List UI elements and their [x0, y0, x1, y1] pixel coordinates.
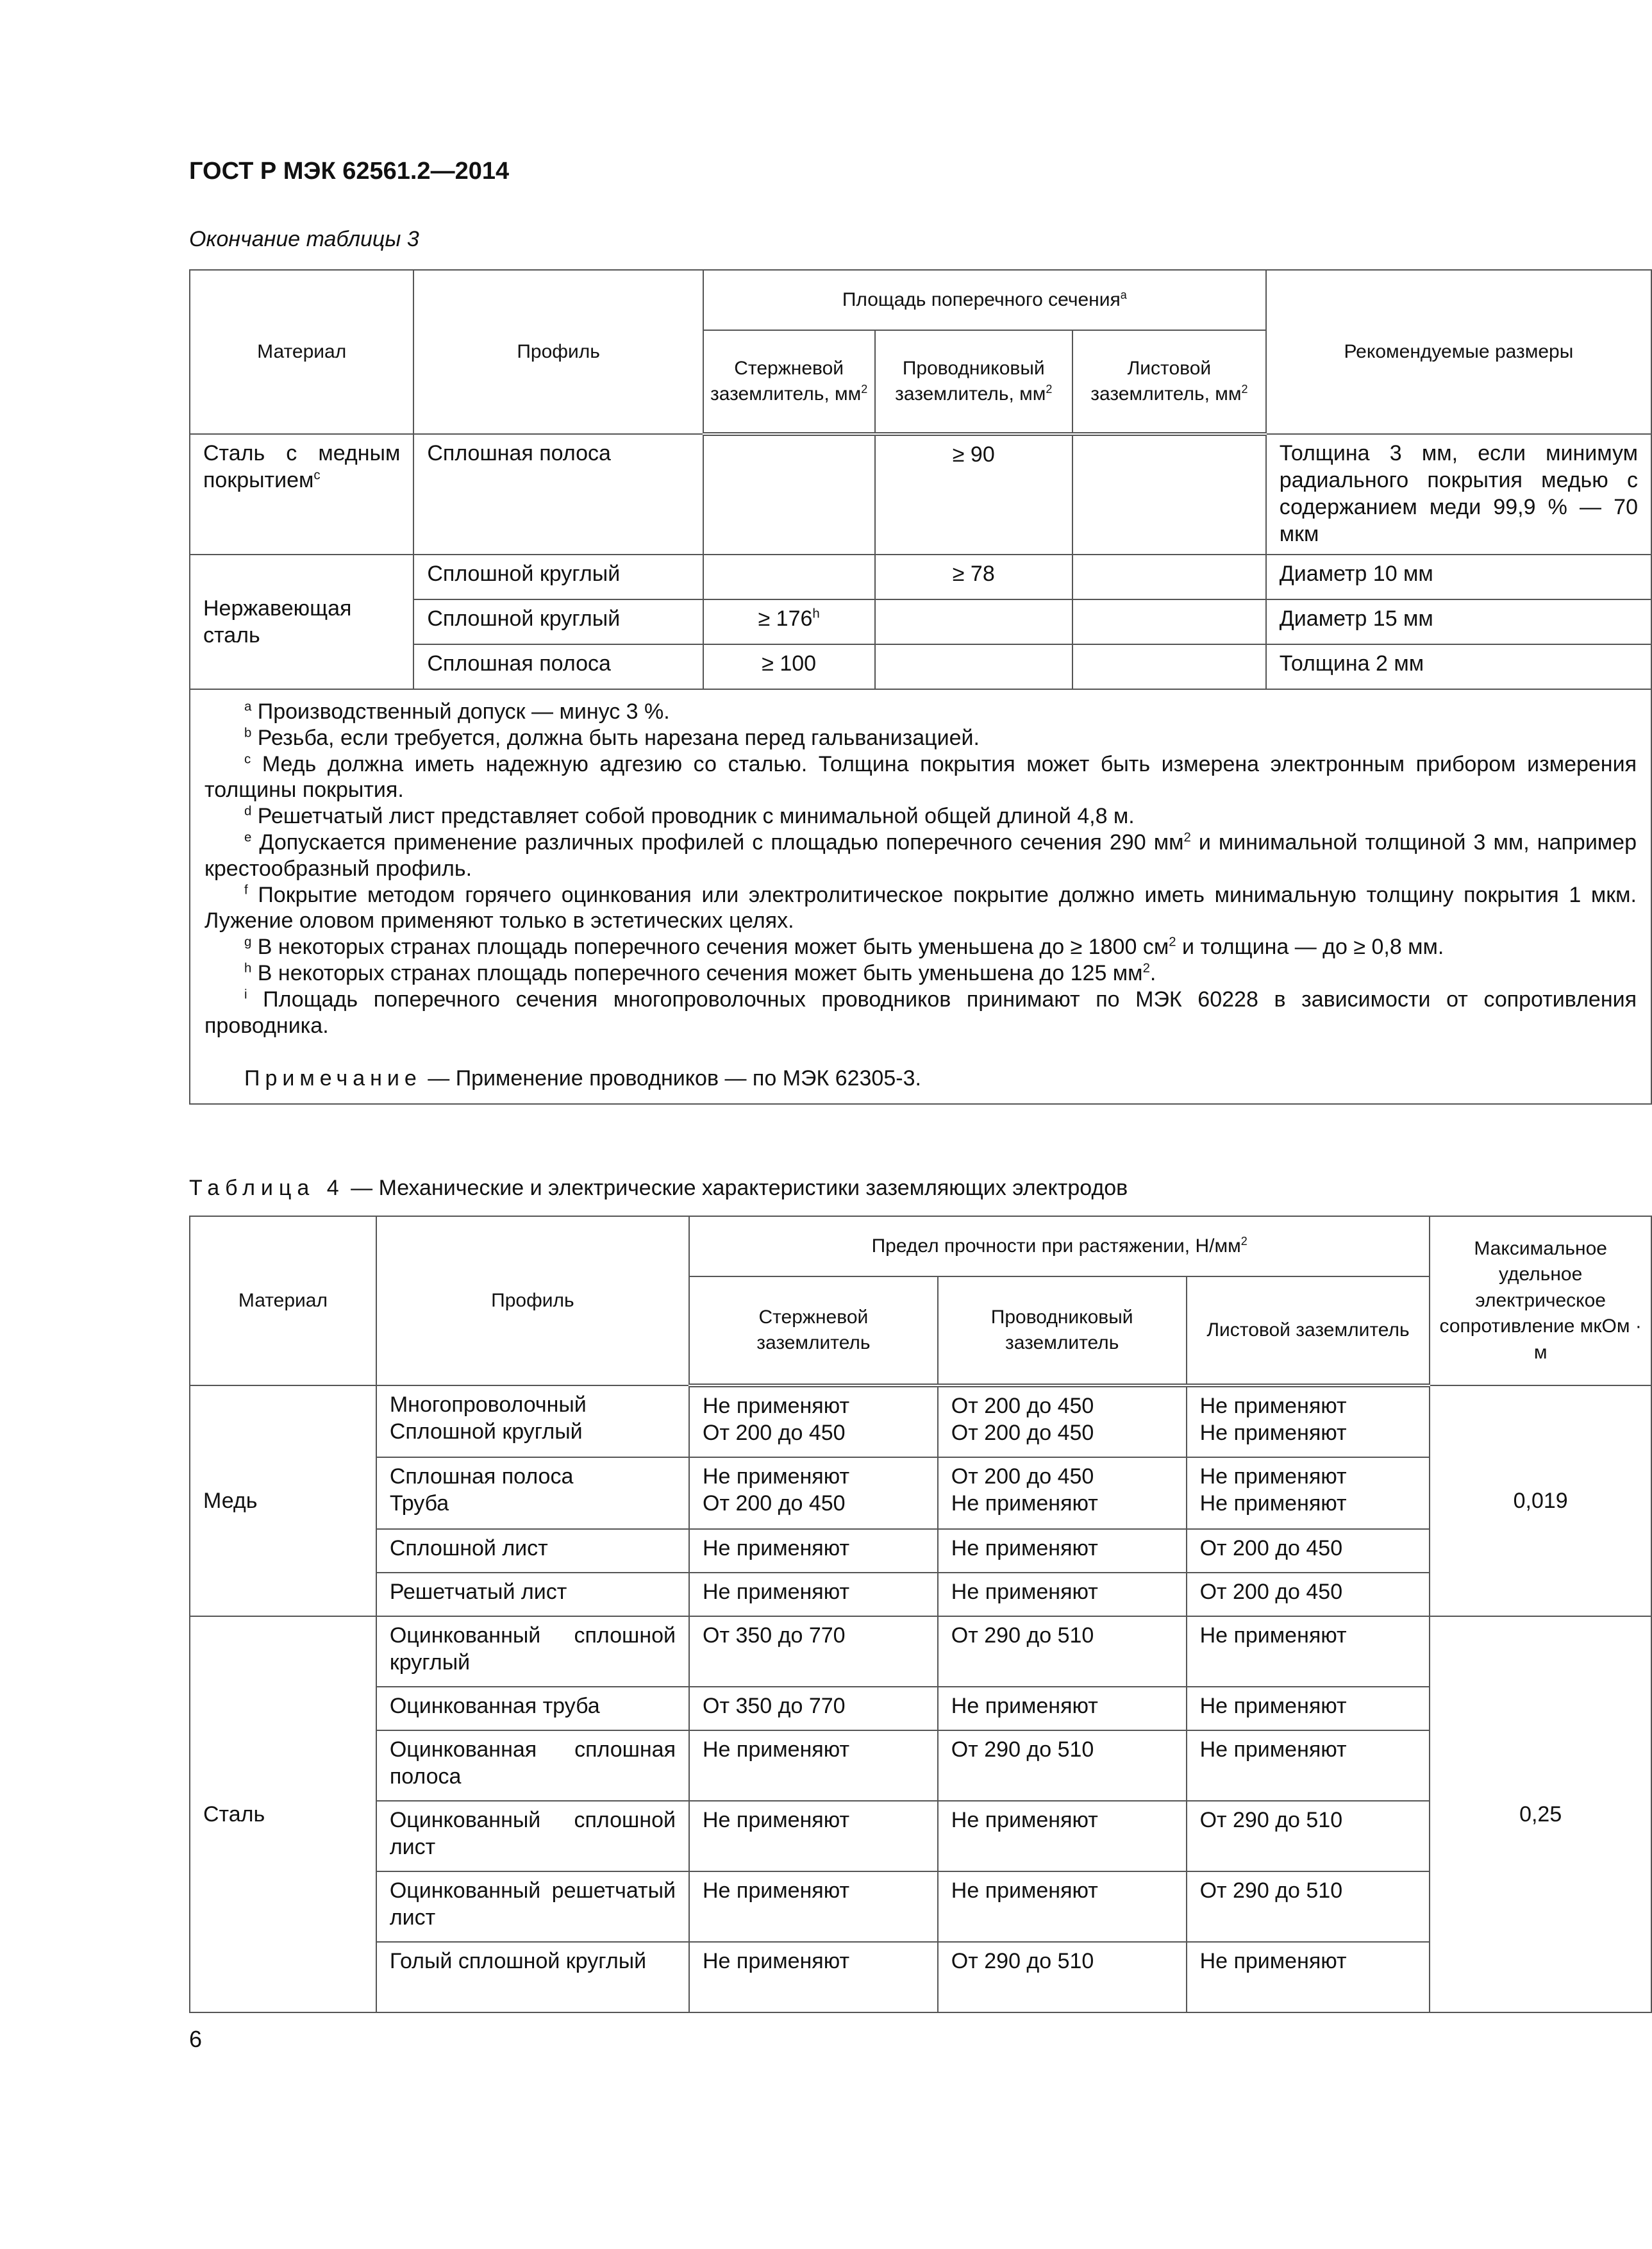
table3-caption: Окончание таблицы 3 [189, 227, 419, 251]
cell-conductor: Не применяют [938, 1573, 1187, 1616]
cell-profile: Сплошной лист [376, 1529, 689, 1573]
cell-rod: Не применяют [689, 1730, 938, 1801]
header-rod-electrode: Стержневой заземлитель, $мм^2$ [703, 330, 875, 434]
footnote-h: $^h$ В некоторых странах площадь поперечного сечения может быть уменьшена до 125 $мм^2$. [244, 960, 1156, 985]
header-profile: Профиль [413, 270, 703, 434]
cell-sheet: Не применяют Не применяют [1187, 1457, 1430, 1529]
cell-profile: Сплошной круглый [413, 555, 703, 599]
cell-rod: От 350 до 770 [689, 1616, 938, 1687]
cell-sheet: Не применяют Не применяют [1187, 1385, 1430, 1457]
footnote-e: $^e$ Допускается применение различных профилей с площадью поперечного сечения 290 $мм^2$ и минимальной толщиной 3 мм, например крестообразный профиль. [204, 830, 1637, 881]
cell-sizes: Диаметр 15 мм [1266, 599, 1651, 644]
cell-conductor: От 290 до 510 [938, 1730, 1187, 1801]
header-area: Площадь поперечного сечения$^a$ [703, 270, 1266, 330]
cell-rod: Не применяют [689, 1529, 938, 1573]
table3-footnotes-row [190, 689, 1651, 1104]
cell-rod: Не применяют [689, 1942, 938, 2012]
header-resistivity: Максимальное удельное электрическое сопротивление мкОм · м [1430, 1216, 1651, 1385]
header-profile: Профиль [376, 1216, 689, 1385]
cell-sizes: Диаметр 10 мм [1266, 555, 1651, 599]
cell-conductor: Не применяют [938, 1529, 1187, 1573]
cell-sheet [1072, 555, 1266, 599]
cell-sheet: Не применяют [1187, 1616, 1430, 1687]
footnote-d: $^d$ Решетчатый лист представляет собой проводник с минимальной общей длиной 4,8 м. [244, 804, 1135, 829]
footnote-g: $^g$ В некоторых странах площадь поперечного сечения может быть уменьшена до ≥ 1800 $см^2$ и толщина — до ≥ 0,8 мм. [244, 935, 1444, 960]
cell-profile: Голый сплошной круглый [376, 1942, 689, 2012]
cell-rod: Не применяют От 200 до 450 [689, 1457, 938, 1529]
header-material: Материал [190, 1216, 376, 1385]
footnote-c: $^c$ Медь должна иметь надежную адгезию со сталью. Толщина покрытия может быть измерена электронным прибором измерения толщины покрытия. [204, 751, 1637, 803]
cell-sheet: От 290 до 510 [1187, 1801, 1430, 1871]
header-material: Материал [190, 270, 413, 434]
cell-conductor [875, 599, 1073, 644]
cell-profile: Оцинкованная труба [376, 1687, 689, 1730]
table3-note: Примечание — Применение проводников — по МЭК 62305-3. [244, 1066, 921, 1091]
cell-material-steel: Сталь [190, 1616, 376, 2012]
cell-conductor: От 290 до 510 [938, 1616, 1187, 1687]
cell-profile: Сплошная полоса [413, 644, 703, 689]
cell-sheet [1072, 644, 1266, 689]
cell-material: Сталь с медным покрытием$^c$ [190, 434, 413, 555]
cell-rod: ≥ $176^h$ [703, 599, 875, 644]
table-3 [189, 269, 1652, 1105]
table-4 [189, 1216, 1652, 2013]
cell-material-copper: Медь [190, 1385, 376, 1616]
header-recommended-sizes: Рекомендуемые размеры [1266, 270, 1651, 434]
cell-sheet: Не применяют [1187, 1730, 1430, 1801]
table-row [190, 555, 1651, 599]
cell-rod: Не применяют [689, 1871, 938, 1942]
cell-rod: Не применяют [689, 1801, 938, 1871]
cell-profile: Оцинкованный сплошной круглый [376, 1616, 689, 1687]
table4-header-row [190, 1216, 1651, 1276]
cell-conductor [875, 644, 1073, 689]
cell-profile: Сплошная полоса Труба [376, 1457, 689, 1529]
cell-sizes: Толщина 2 мм [1266, 644, 1651, 689]
cell-conductor: ≥ 90 [875, 434, 1073, 555]
cell-conductor: От 200 до 450 Не применяют [938, 1457, 1187, 1529]
cell-profile: Сплошной круглый [413, 599, 703, 644]
cell-rod: Не применяют [689, 1573, 938, 1616]
document-header: ГОСТ Р МЭК 62561.2—2014 [189, 158, 510, 185]
cell-resistivity-steel: 0,25 [1430, 1616, 1651, 2012]
cell-rod: ≥ 100 [703, 644, 875, 689]
footnote-f: $^f$ Покрытие методом горячего оцинкования или электролитическое покрытие должно иметь минимальную толщину покрытия 1 мкм. Лужение оловом применяют только в эстетических целях. [204, 882, 1637, 933]
cell-rod [703, 434, 875, 555]
cell-profile: Оцинкованный решетчатый лист [376, 1871, 689, 1942]
cell-rod: От 350 до 770 [689, 1687, 938, 1730]
cell-sizes: Толщина 3 мм, если минимум радиального покрытия медью с содержанием меди 99,9 % — 70 мкм [1266, 434, 1651, 555]
cell-conductor: От 290 до 510 [938, 1942, 1187, 2012]
cell-rod: Не применяют От 200 до 450 [689, 1385, 938, 1457]
cell-sheet: Не применяют [1187, 1687, 1430, 1730]
header-sheet-electrode: Листовой заземлитель, $мм^2$ [1072, 330, 1266, 434]
footnote-a: $^a$ Производственный допуск — минус 3 %. [244, 699, 670, 724]
table-row [190, 1616, 1651, 1687]
header-conductor-electrode: Проводниковый заземлитель, $мм^2$ [875, 330, 1073, 434]
cell-profile: Многопроволочный Сплошной круглый [376, 1385, 689, 1457]
header-rod-electrode: Стержневой заземлитель [689, 1276, 938, 1385]
footnote-i: $^i$ Площадь поперечного сечения многопроволочных проводников принимают по МЭК 60228 в зависимости от сопротивления проводника. [204, 987, 1637, 1038]
cell-sheet: От 290 до 510 [1187, 1871, 1430, 1942]
cell-conductor: Не применяют [938, 1801, 1187, 1871]
cell-rod [703, 555, 875, 599]
table-row [190, 1385, 1651, 1457]
cell-sheet: От 200 до 450 [1187, 1529, 1430, 1573]
cell-sheet: Не применяют [1187, 1942, 1430, 2012]
header-tensile-strength: Предел прочности при растяжении, $Н/мм^2$ [689, 1216, 1430, 1276]
page-number: 6 [189, 2026, 203, 2052]
cell-profile: Решетчатый лист [376, 1573, 689, 1616]
table4-caption: Таблица 4 — Механические и электрические характеристики заземляющих электродов [189, 1176, 1128, 1200]
cell-profile: Сплошная полоса [413, 434, 703, 555]
table3-header-row [190, 270, 1651, 330]
table3-footnotes [190, 689, 1651, 1104]
cell-conductor: Не применяют [938, 1687, 1187, 1730]
cell-conductor: ≥ 78 [875, 555, 1073, 599]
cell-sheet: От 200 до 450 [1187, 1573, 1430, 1616]
header-sheet-electrode: Листовой заземлитель [1187, 1276, 1430, 1385]
cell-resistivity-copper: 0,019 [1430, 1385, 1651, 1616]
header-conductor-electrode: Проводниковый заземлитель [938, 1276, 1187, 1385]
cell-profile: Оцинкованный сплошной лист [376, 1801, 689, 1871]
cell-conductor: От 200 до 450 От 200 до 450 [938, 1385, 1187, 1457]
table-row [190, 434, 1651, 555]
cell-profile: Оцинкованная сплошная полоса [376, 1730, 689, 1801]
footnote-b: $^b$ Резьба, если требуется, должна быть нарезана перед гальванизацией. [244, 725, 980, 750]
cell-sheet [1072, 599, 1266, 644]
cell-material: Нержавеющая сталь [190, 555, 413, 689]
cell-sheet [1072, 434, 1266, 555]
cell-conductor: Не применяют [938, 1871, 1187, 1942]
